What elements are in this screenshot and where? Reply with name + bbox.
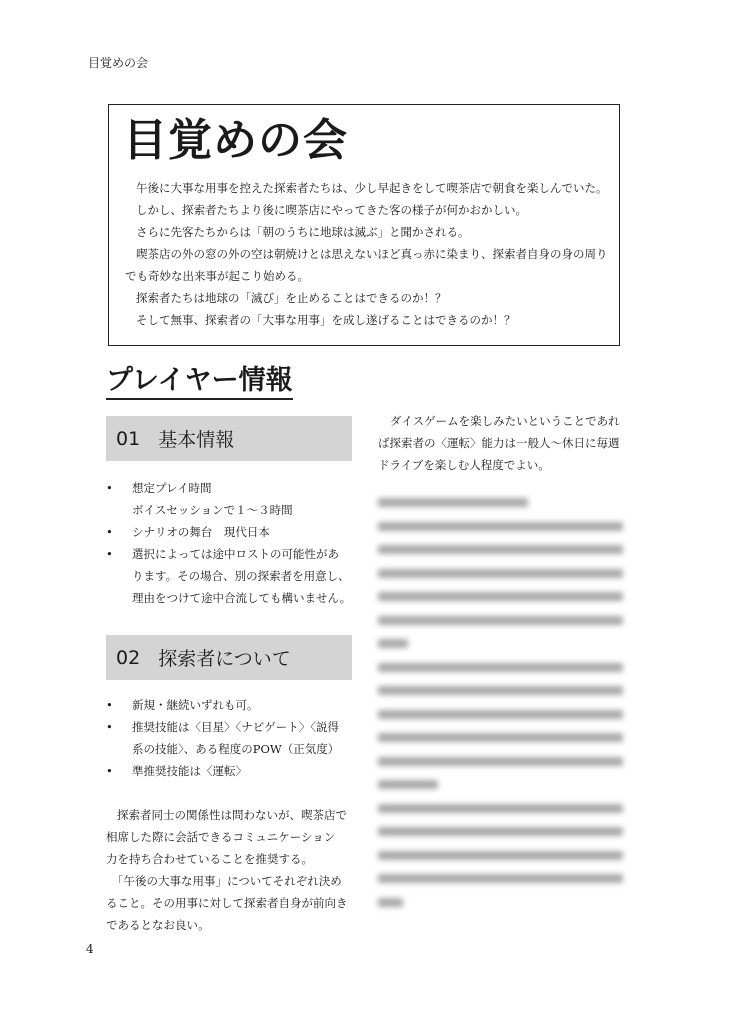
blurred-line [378, 757, 623, 766]
paragraph-line: 力を持ち合わせていることを推奨する。 [106, 852, 313, 866]
investigators-list [106, 694, 352, 738]
paragraph-line: ダイスゲームを楽しみたいということであれ [390, 414, 620, 428]
list-item: • 想定プレイ時間 [106, 477, 352, 499]
investigators-list-cont [106, 760, 352, 782]
blurred-line [378, 616, 623, 625]
basic-info-list-cont [106, 521, 352, 565]
page-number: 4 [86, 942, 94, 956]
paragraph-line: であるとなお良い。 [106, 918, 210, 932]
list-item: • 準推奨技能は〈運転〉 [106, 760, 352, 782]
blurred-line [378, 663, 623, 672]
blurred-line [378, 804, 623, 813]
blurred-line [378, 569, 623, 578]
list-item-detail: 理由をつけて途中合流しても構いません。 [132, 591, 352, 605]
subsection-title: 探索者について [158, 648, 291, 670]
list-item-detail: ります。その場合、別の探索者を用意し、 [132, 569, 350, 583]
paragraph-line: 探索者同士の関係性は問わないが、喫茶店で [117, 808, 347, 822]
paragraph-line: 「午後の大事な用事」についてそれぞれ決め [112, 874, 342, 888]
list-item-detail: ボイスセッションで１～３時間 [132, 503, 293, 517]
intro-line: さらに先客たちからは「朝のうちに地球は滅ぶ」と聞かされる。 [136, 225, 470, 239]
paragraph-line: ドライブを楽しむ人程度でよい。 [378, 458, 550, 472]
blurred-line [378, 874, 623, 883]
subsection-investigators [106, 635, 352, 680]
subsection-title: 基本情報 [158, 429, 235, 451]
intro-box [108, 104, 620, 346]
intro-line: 喫茶店の外の窓の外の空は朝焼けとは思えないほど真っ赤に染まり、探索者自身の身の周り [136, 247, 608, 261]
paragraph-line: 相席した際に会話できるコミュニケーション [106, 830, 336, 844]
blurred-line [378, 592, 623, 601]
blurred-line [378, 545, 623, 554]
list-item: • シナリオの舞台 現代日本 [106, 521, 352, 543]
intro-line: そして無事、探索者の「大事な用事」を成し遂げることはできるのか！？ [136, 313, 516, 327]
blurred-line [378, 780, 438, 789]
list-item: • 新規・継続いずれも可。 [106, 694, 352, 716]
list-item: • 推奨技能は〈目星〉〈ナビゲート〉〈説得 [106, 716, 352, 738]
blurred-line [378, 639, 408, 648]
subsection-number: 02 [116, 646, 141, 669]
blurred-line [378, 522, 623, 531]
paragraph-line: ば探索者の〈運転〉能力は一般人〜休日に毎週 [378, 436, 620, 450]
paragraph-line: ること。その用事に対して探索者自身が前向き [106, 896, 348, 910]
intro-line: でも奇妙な出来事が起こり始める。 [125, 269, 309, 283]
blurred-line [378, 686, 623, 695]
investigators-paragraph [106, 804, 352, 936]
subsection-number: 01 [116, 427, 141, 450]
blurred-line [378, 498, 528, 507]
basic-info-list [106, 477, 352, 499]
running-header: 目覚めの会 [88, 56, 149, 70]
intro-line: 午後に大事な用事を控えた探索者たちは、少し早起きをして喫茶店で朝食を楽しんでいた。 [136, 181, 608, 195]
blurred-line [378, 733, 623, 742]
right-paragraph [378, 410, 628, 476]
blurred-text-block [378, 498, 628, 907]
blurred-line [378, 898, 403, 907]
intro-line: しかし、探索者たちより後に喫茶店にやってきた客の様子が何かおかしい。 [136, 203, 527, 217]
blurred-line [378, 710, 623, 719]
right-column [378, 410, 628, 921]
left-column [106, 416, 352, 936]
intro-text [125, 177, 608, 331]
section-heading-player-info: プレイヤー情報 [106, 364, 293, 400]
intro-title: 目覚めの会 [123, 115, 348, 166]
blurred-line [378, 827, 623, 836]
intro-line: 探索者たちは地球の「滅び」を止めることはできるのか！？ [136, 291, 447, 305]
list-item-detail: 系の技能〉、ある程度のPOW（正気度） [132, 742, 340, 756]
list-item: • 選択によっては途中ロストの可能性があ [106, 543, 352, 565]
subsection-basic-info [106, 416, 352, 461]
blurred-line [378, 851, 623, 860]
